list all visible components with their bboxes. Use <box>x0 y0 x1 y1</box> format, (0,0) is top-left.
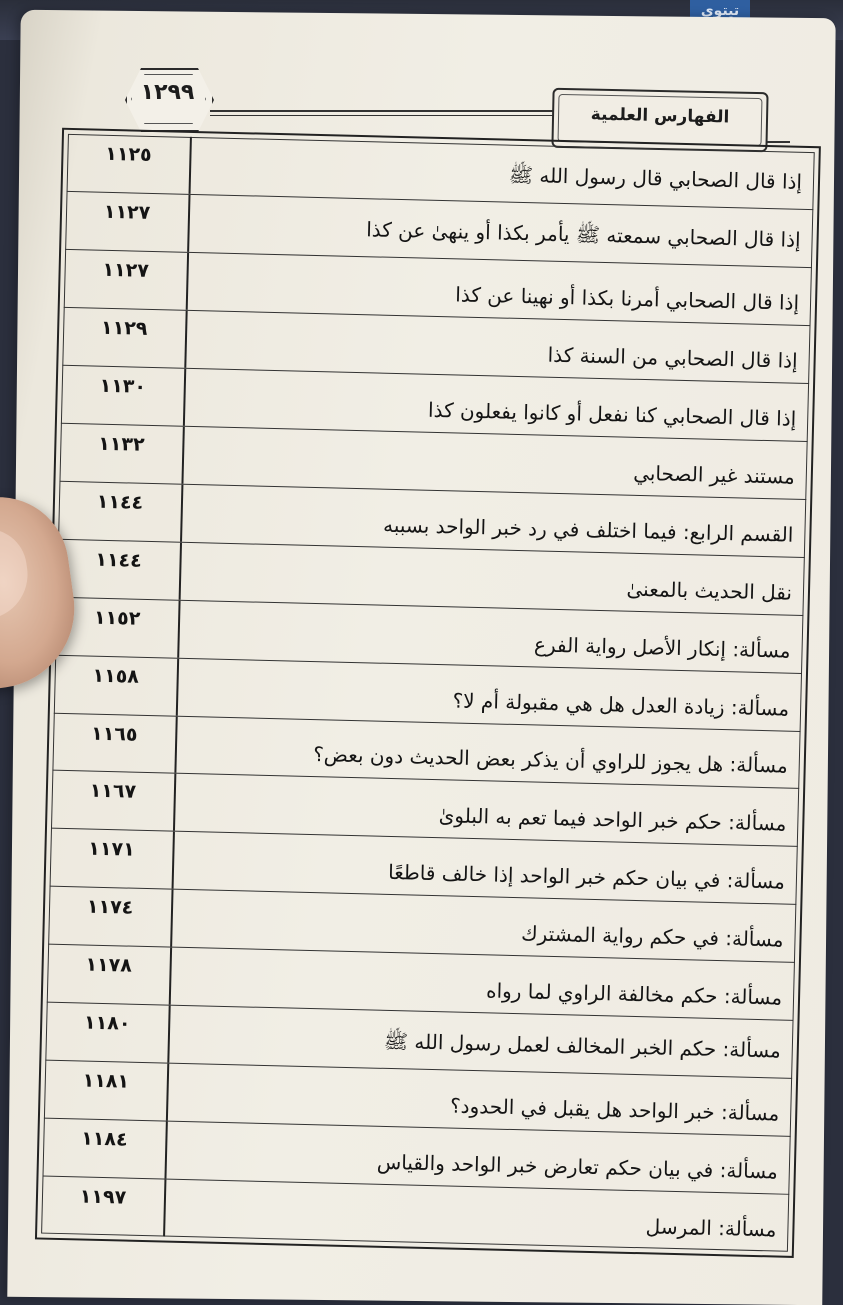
index-table-frame <box>35 128 821 1258</box>
entry-page-number: ١١٧١ <box>50 829 175 889</box>
page-number: ١٢٩٩ <box>140 80 195 105</box>
header-rule <box>210 115 555 116</box>
entry-title: مسألة: زيادة العدل هل هي مقبولة أم لا؟ <box>452 687 790 721</box>
entry-page-number: ١١٥٢ <box>55 597 180 657</box>
entry-title: مسألة: في بيان حكم تعارض خبر الواحد والقياس <box>376 1149 779 1184</box>
entry-page-number: ١١٣٠ <box>61 366 186 426</box>
entry-page-number: ١١٢٩ <box>62 308 187 368</box>
entry-page-number: ١١٢٥ <box>67 134 192 194</box>
entry-title: إذا قال الصحابي قال رسول الله ﷺ <box>508 162 803 194</box>
header-rule <box>210 110 555 112</box>
entry-title: مسألة: حكم الخبر المخالف لعمل رسول الله ﷺ <box>383 1029 782 1063</box>
entry-title: مستند غير الصحابي <box>632 460 796 489</box>
entry-title: إذا قال الصحابي سمعته ﷺ يأمر بكذا أو ينهىٰ عن كذا <box>366 217 801 252</box>
entry-page-number: ١١٢٧ <box>64 250 189 310</box>
entry-page-number: ١١٨٠ <box>45 1003 170 1063</box>
thumbnail-highlight <box>0 524 33 620</box>
entry-page-number: ١١٥٨ <box>54 655 179 715</box>
index-table <box>41 134 815 1252</box>
entry-title: مسألة: في حكم رواية المشترك <box>520 921 784 952</box>
entry-title: مسألة: خبر الواحد هل يقبل في الحدود؟ <box>449 1093 780 1126</box>
entry-page-number: ١١٧٨ <box>47 945 172 1005</box>
entry-page-number: ١١٣٢ <box>59 424 184 484</box>
entry-title: مسألة: هل يجوز للراوي أن يذكر بعض الحديث دون بعض؟ <box>312 742 789 779</box>
entry-title: إذا قال الصحابي من السنة كذا <box>547 342 798 373</box>
entry-page-number: ١١٧٤ <box>48 887 173 947</box>
book-cover-badge: تيتوى <box>690 0 750 24</box>
entry-title: إذا قال الصحابي أمرنا بكذا أو نهينا عن كذا <box>455 282 800 315</box>
entry-page-number: ١١٤٤ <box>57 539 182 599</box>
header-rule <box>765 141 790 143</box>
entry-title: إذا قال الصحابي كنا نفعل أو كانوا يفعلون كذا <box>427 397 797 431</box>
entry-title: مسألة: في بيان حكم خبر الواحد إذا خالف قاطعًا <box>387 860 786 894</box>
entry-page-number: ١١٦٥ <box>52 713 177 773</box>
entry-page-number: ١١٦٧ <box>51 771 176 831</box>
entry-page-number: ١١٩٧ <box>41 1177 166 1237</box>
entry-title: نقل الحديث بالمعنىٰ <box>626 576 793 605</box>
entry-title: القسم الرابع: فيما اختلف في رد خبر الواحد بسببه <box>382 512 794 547</box>
entry-title: مسألة: إنكار الأصل رواية الفرع <box>533 631 791 663</box>
entry-page-number: ١١٢٧ <box>65 192 190 252</box>
entry-page-number: ١١٨٤ <box>43 1119 168 1179</box>
entry-page-number: ١١٤٤ <box>58 481 183 541</box>
entry-title: مسألة: حكم خبر الواحد فيما تعم به البلوىٰ <box>438 803 787 837</box>
entry-page-number: ١١٨١ <box>44 1061 169 1121</box>
running-title: الفهارس العلمية <box>590 104 730 128</box>
entry-title: مسألة: حكم مخالفة الراوي لما رواه <box>485 978 783 1010</box>
entry-title: مسألة: المرسل <box>645 1214 777 1242</box>
